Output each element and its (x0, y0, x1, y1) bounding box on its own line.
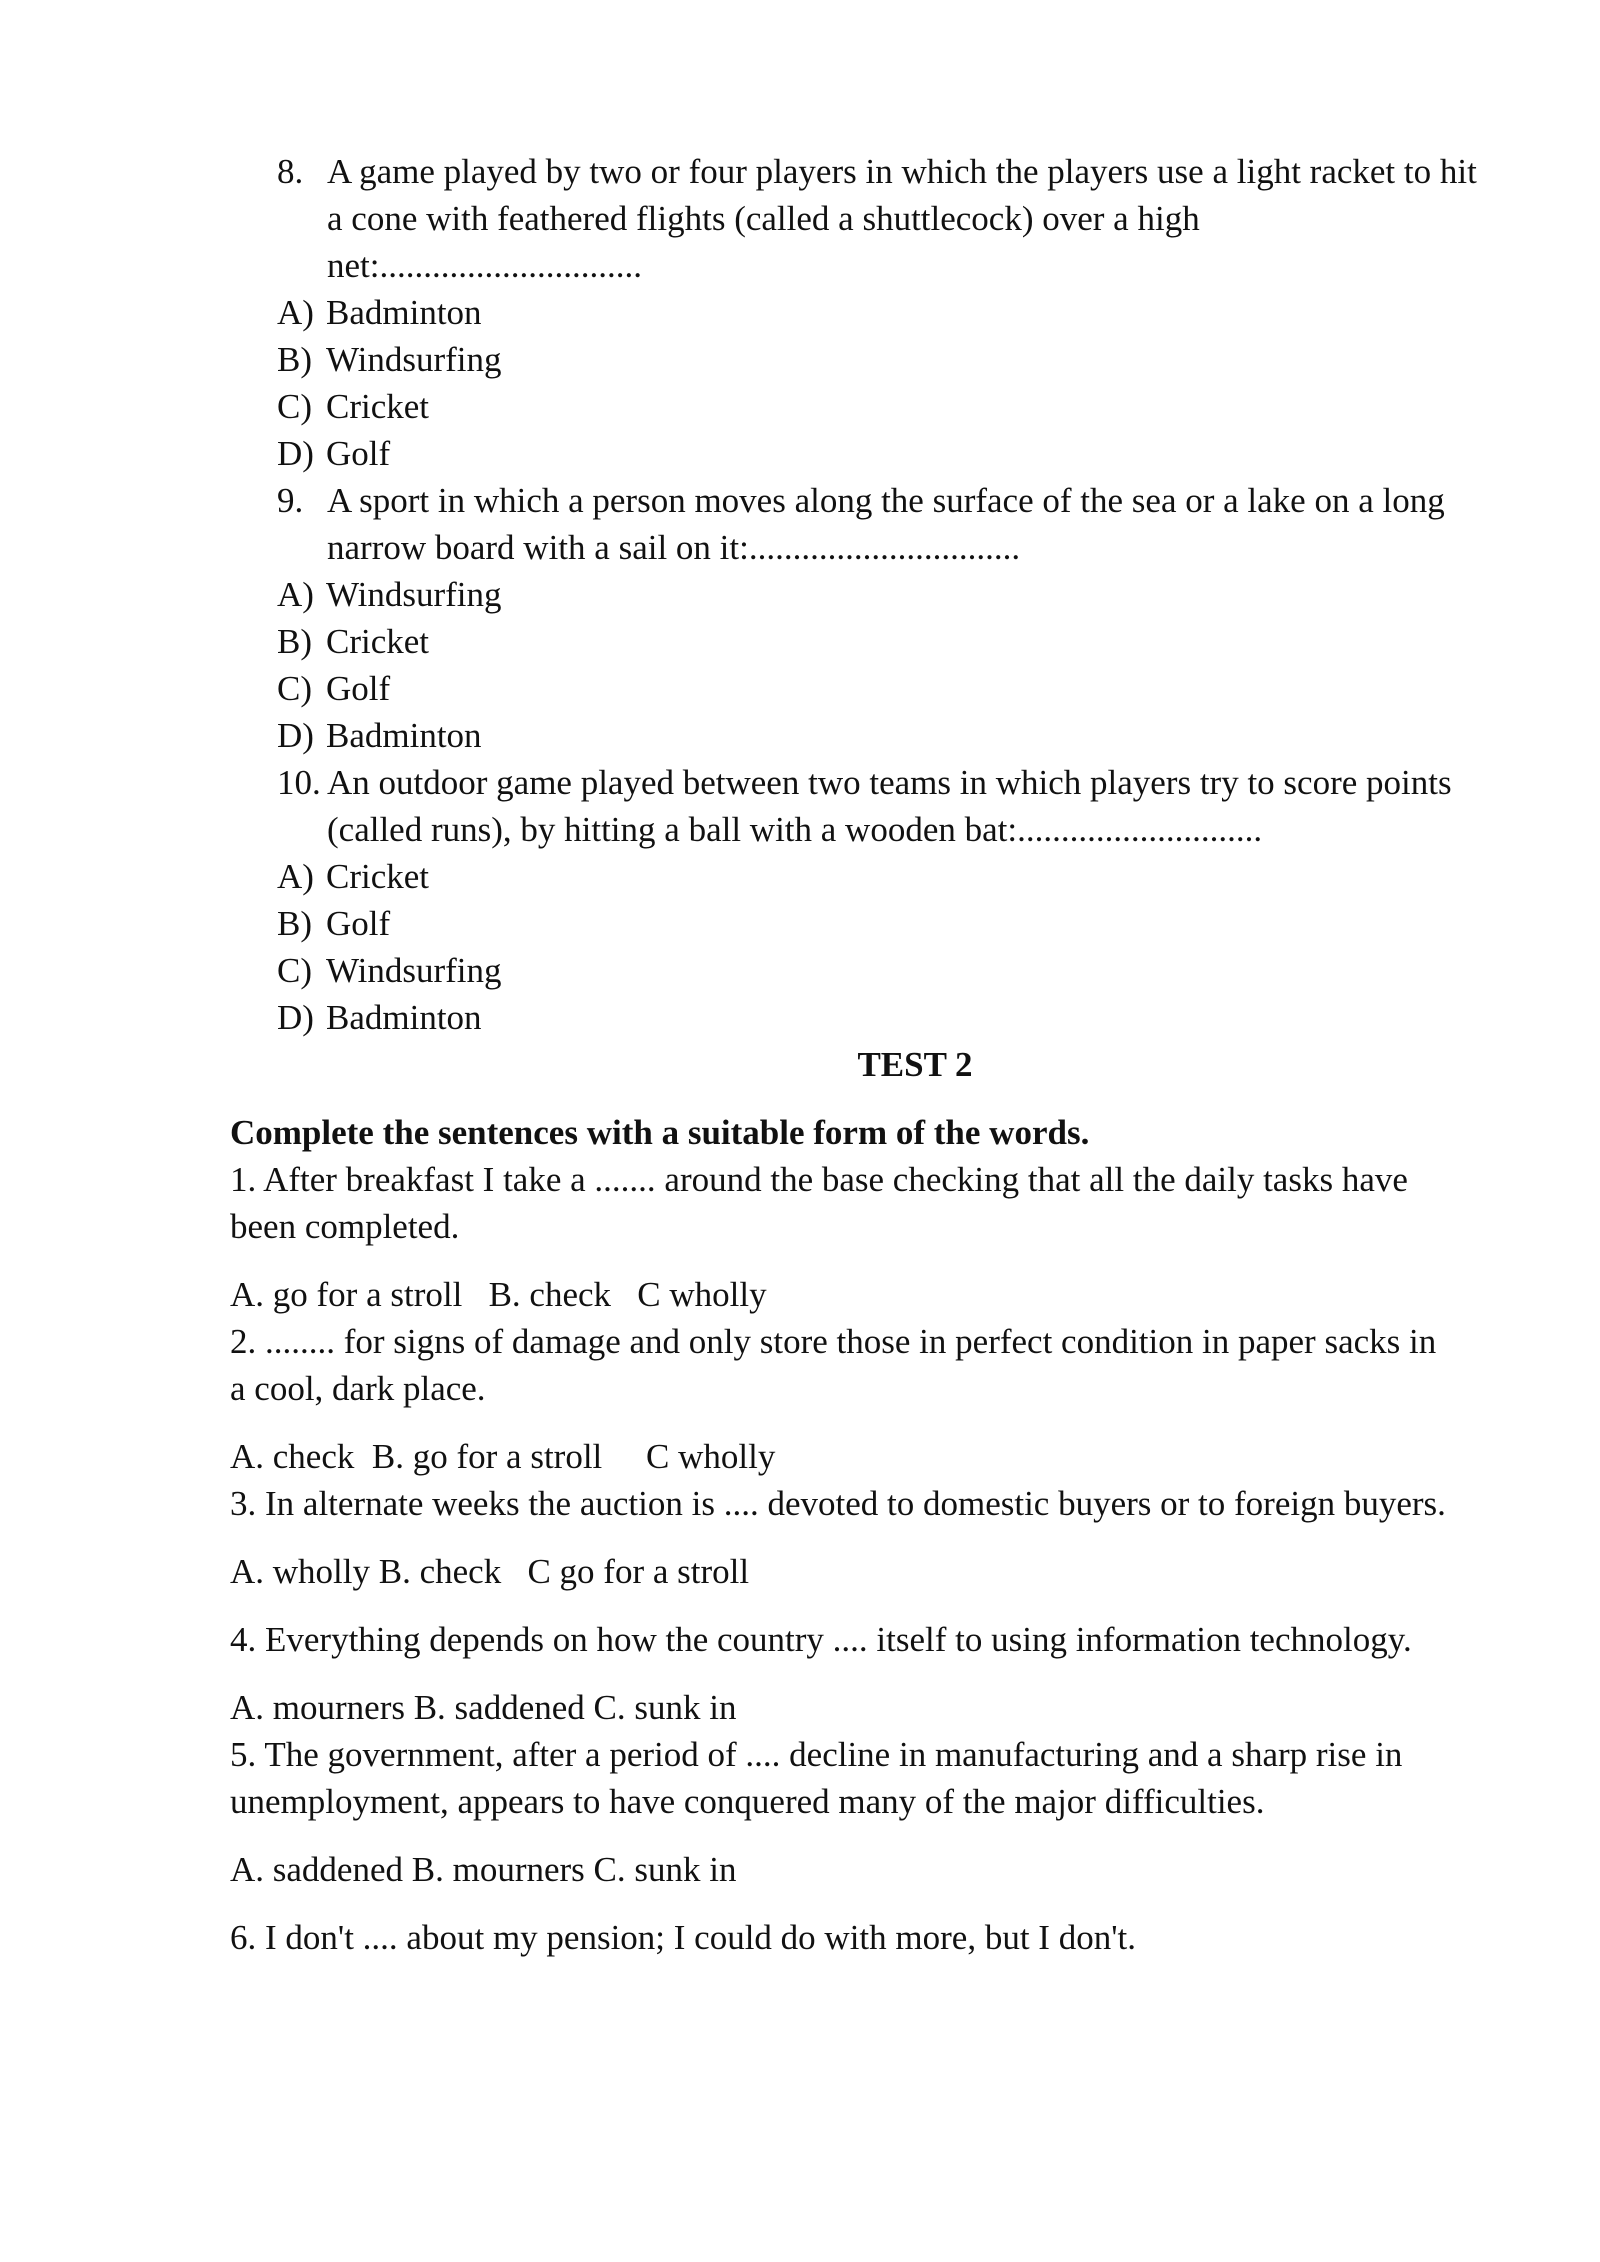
option (277, 947, 1507, 994)
sentence-item: 4. Everything depends on how the country .... itself to using information technology. (230, 1620, 1412, 1659)
option-text: Badminton (326, 716, 482, 755)
sentence-item: 6. I don't .... about my pension; I could do with more, but I don't. (230, 1918, 1136, 1957)
question-text: A game played by two or four players in which the players use a light racket to hit a cone with feathered flights (called a shuttlecock) over a high net:.............................. (327, 152, 1477, 285)
question-text: A sport in which a person moves along the surface of the sea or a lake on a long narrow board with a sail on it:............................... (327, 481, 1445, 567)
option-text: Cricket (326, 387, 430, 426)
option (277, 618, 1507, 665)
question-number: 10. (277, 763, 321, 802)
option-letter: C) (277, 951, 312, 990)
option-letter: C) (277, 669, 312, 708)
option-letter: C) (277, 387, 312, 426)
option-text: Windsurfing (326, 340, 502, 379)
option-letter: B) (277, 904, 312, 943)
option (277, 289, 1507, 336)
option-letter: B) (277, 340, 312, 379)
question-10 (277, 759, 1507, 853)
option (277, 665, 1507, 712)
question-text: An outdoor game played between two teams in which players try to score points (called runs), by hitting a ball with a wooden bat:............................ (327, 763, 1452, 849)
option (277, 336, 1507, 383)
option-letter: D) (277, 998, 314, 1037)
option (277, 712, 1507, 759)
option-text: Golf (326, 904, 391, 943)
answer-choices: A. mourners B. saddened C. sunk in (230, 1688, 737, 1727)
sentence-item: 2. ........ for signs of damage and only store those in perfect condition in paper sacks in a cool, dark place. (230, 1322, 1437, 1408)
option-letter: A) (277, 575, 314, 614)
option-text: Golf (326, 434, 391, 473)
option-text: Badminton (326, 998, 482, 1037)
answer-choices: A. check B. go for a stroll C wholly (230, 1437, 776, 1476)
option-text: Cricket (326, 857, 430, 896)
option (277, 994, 1507, 1041)
multiple-choice-section (0, 148, 1507, 1041)
option-text: Windsurfing (326, 575, 502, 614)
option-letter: A) (277, 293, 314, 332)
answer-choices: A. wholly B. check C go for a stroll (230, 1552, 750, 1591)
question-number: 9. (277, 481, 304, 520)
option-text: Cricket (326, 622, 430, 661)
answer-choices: A. go for a stroll B. check C wholly (230, 1275, 767, 1314)
option (277, 383, 1507, 430)
option (277, 430, 1507, 477)
test-heading (0, 1041, 1370, 1088)
option-text: Golf (326, 669, 391, 708)
answer-choices: A. saddened B. mourners C. sunk in (230, 1850, 737, 1889)
option-letter: A) (277, 857, 314, 896)
sentence-item: 1. After breakfast I take a ....... around the base checking that all the daily tasks have been completed. (230, 1160, 1408, 1246)
option (277, 900, 1507, 947)
test-title: TEST 2 (857, 1045, 973, 1084)
option (277, 853, 1507, 900)
option-text: Badminton (326, 293, 482, 332)
question-8 (277, 148, 1507, 289)
sentence-item: 3. In alternate weeks the auction is .... devoted to domestic buyers or to foreign buyers. (230, 1484, 1446, 1523)
option-text: Windsurfing (326, 951, 502, 990)
option (277, 571, 1507, 618)
option-letter: D) (277, 434, 314, 473)
option-letter: B) (277, 622, 312, 661)
fill-in-section (0, 1109, 1460, 1961)
question-9 (277, 477, 1507, 571)
sentence-item: 5. The government, after a period of .... decline in manufacturing and a sharp rise in unemployment, appears to have conquered many of the major difficulties. (230, 1735, 1403, 1821)
option-letter: D) (277, 716, 314, 755)
instruction: Complete the sentences with a suitable form of the words. (230, 1113, 1090, 1152)
document-page (0, 148, 1600, 1961)
question-number: 8. (277, 152, 304, 191)
